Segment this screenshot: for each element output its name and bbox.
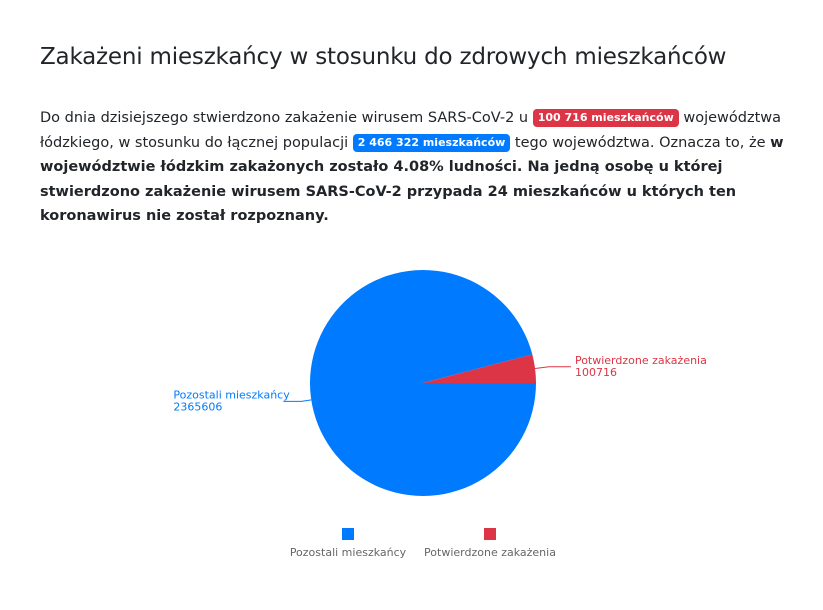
callout-line-potwierdzone-zakazenia bbox=[535, 367, 571, 369]
summary-text-3: tego województwa. Oznacza to, że bbox=[510, 134, 771, 151]
callout-label-potwierdzone-zakazenia: Potwierdzone zakażenia bbox=[574, 353, 707, 367]
page-title: Zakażeni mieszkańcy w stosunku do zdrowych mieszkańców bbox=[40, 44, 727, 70]
legend-label-pozostali-mieszkancy[interactable]: Pozostali mieszkańcy bbox=[289, 546, 407, 559]
infected-count-badge: 100 716 mieszkańców bbox=[533, 109, 679, 127]
summary-text-2: województwa łódzkiego, w stosunku do łącznej populacji bbox=[40, 110, 782, 151]
callout-label-pozostali-mieszkancy: Pozostali mieszkańcy bbox=[173, 388, 290, 402]
callout-value-potwierdzone-zakazenia: 100716 bbox=[574, 365, 617, 379]
legend-swatch-potwierdzone-zakazenia[interactable] bbox=[484, 528, 496, 540]
pie-slice-pozostali-mieszkancy[interactable] bbox=[310, 270, 536, 496]
summary-bold-text: w województwie łódzkim zakażonych zostało 4.08% ludności. Na jedną osobę u której stwierdzono zakażenie wirusem SARS-CoV-2 przypada 24 mieszkańców u których ten koronawirus nie został rozpoznany. bbox=[40, 134, 784, 224]
callout-value-pozostali-mieszkancy: 2365606 bbox=[173, 400, 223, 414]
legend-label-potwierdzone-zakazenia[interactable]: Potwierdzone zakażenia bbox=[424, 546, 556, 559]
legend-swatch-pozostali-mieszkancy[interactable] bbox=[342, 528, 354, 540]
summary-text-1: Do dnia dzisiejszego stwierdzono zakażenie wirusem SARS-CoV-2 u bbox=[40, 110, 533, 126]
population-count-badge: 2 466 322 mieszkańców bbox=[353, 134, 511, 152]
